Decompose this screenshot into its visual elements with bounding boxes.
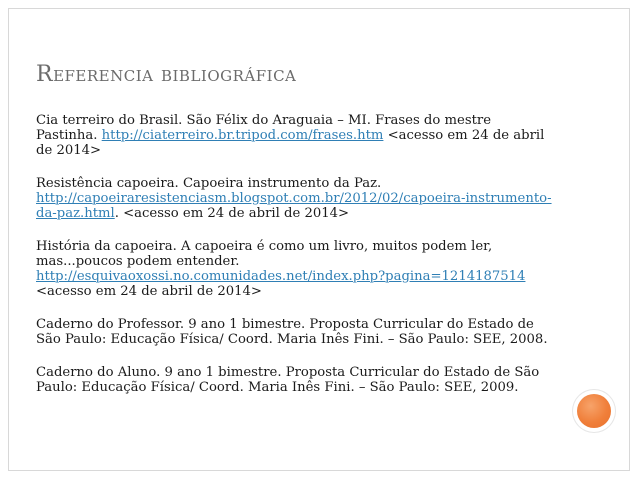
reference-entry-3 [36, 239, 556, 299]
reference-access-date: . <acesso em 24 de abril de 2014> [114, 206, 350, 221]
reference-text: Cia terreiro do Brasil. São Félix do Araguaia – MI. Frases do mestre Pastinha. [36, 113, 491, 143]
reference-entry-5 [36, 365, 556, 395]
reference-link[interactable]: http://esquivaoxossi.no.comunidades.net/index.php?pagina=1214187514 [36, 269, 526, 284]
reference-access-date: <acesso em 24 de abril de 2014> [36, 128, 545, 158]
reference-link[interactable]: http://ciaterreiro.br.tripod.com/frases.htm [101, 128, 384, 143]
reference-text: Caderno do Professor. 9 ano 1 bimestre. Proposta Curricular do Estado de São Paulo: Educação Física/ Coord. Maria Inês Fini. – São Paulo: SEE, 2008. [36, 317, 548, 347]
reference-link[interactable]: http://capoeiraresistenciasm.blogspot.com.br/2012/02/capoeira-instrumento-da-paz.html [36, 191, 552, 221]
slide-title: Referencia bibliográfica [36, 62, 297, 87]
reference-access-date: <acesso em 24 de abril de 2014> [36, 284, 262, 299]
reference-entry-4 [36, 317, 556, 347]
reference-entry-1 [36, 113, 556, 158]
decorative-orange-circle [577, 394, 611, 428]
reference-text: Resistência capoeira. Capoeira instrumento da Paz. [36, 176, 382, 191]
reference-entry-2 [36, 176, 556, 221]
reference-text: História da capoeira. A capoeira é como um livro, muitos podem ler, mas...poucos podem entender. [36, 239, 493, 269]
references-list [36, 113, 556, 413]
reference-text: Caderno do Aluno. 9 ano 1 bimestre. Proposta Curricular do Estado de São Paulo: Educação Física/ Coord. Maria Inês Fini. – São Paulo: SEE, 2009. [36, 365, 540, 395]
